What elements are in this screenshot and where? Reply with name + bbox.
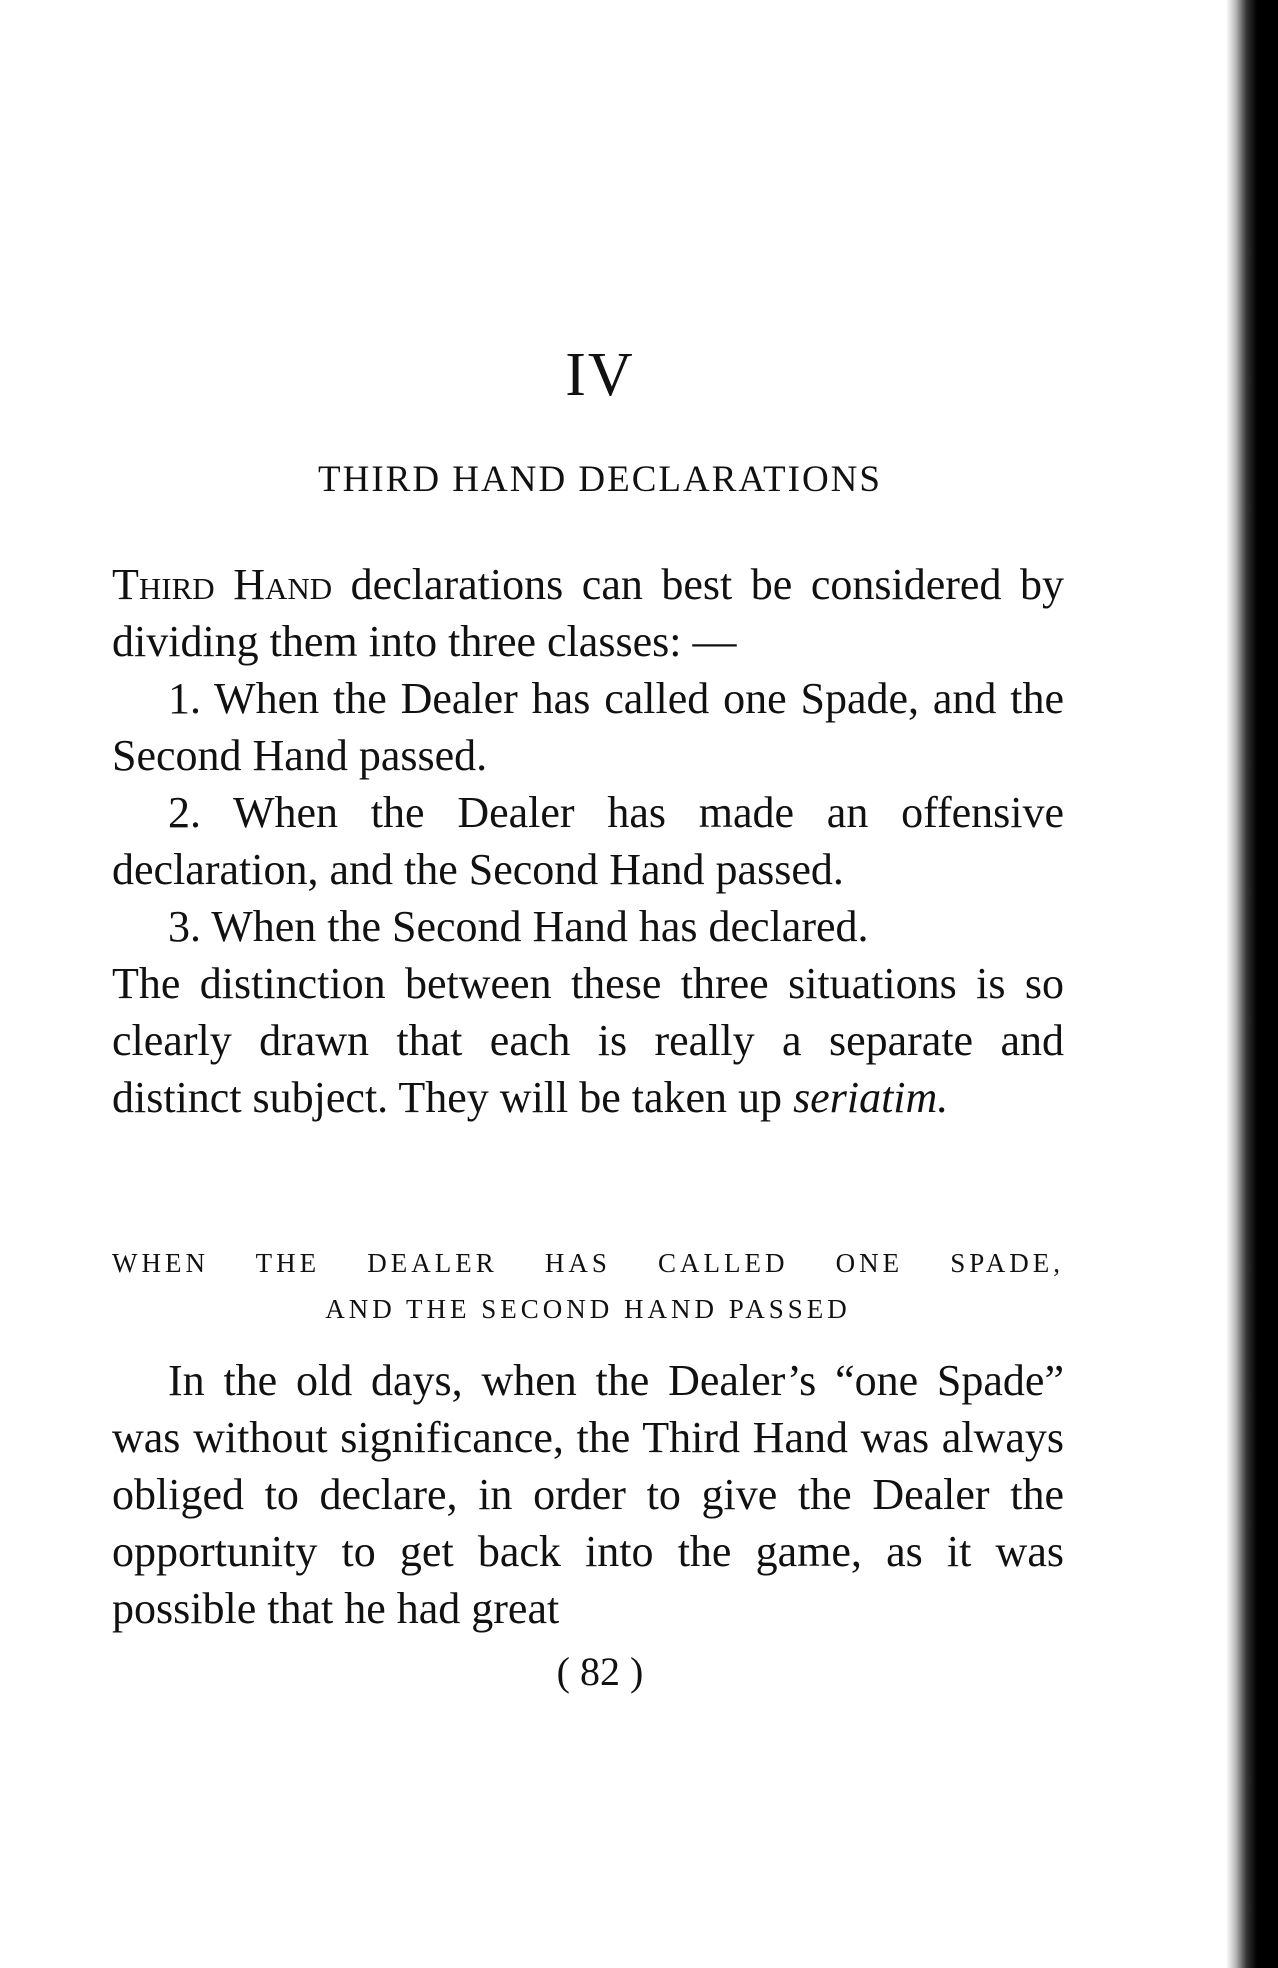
list-item-1: 1. When the Dealer has called one Spade, and the Second Hand passed. <box>112 674 1064 780</box>
page-number: ( 82 ) <box>556 1649 644 1694</box>
section-heading-line1: WHEN THE DEALER HAS CALLED ONE SPADE, <box>112 1248 1064 1278</box>
chapter-number: IV <box>565 341 635 409</box>
intro-section <box>112 556 1064 1126</box>
closing-paragraph <box>112 955 1064 1126</box>
section-body <box>112 1352 1064 1637</box>
book-spine-shadow <box>1226 0 1278 1968</box>
intro-lead-smallcaps: Third Hand <box>112 560 333 609</box>
list-item-2: 2. When the Dealer has made an offensive declaration, and the Second Hand passed. <box>112 788 1064 894</box>
section-heading <box>112 1240 1064 1332</box>
closing-italic: seriatim. <box>793 1073 949 1122</box>
intro-paragraph <box>112 556 1064 670</box>
list-item-3: 3. When the Second Hand has declared. <box>168 902 869 951</box>
closing-text: The distinction between these three situations is so clearly drawn that each is really a separate and distinct subject. They will be taken up <box>112 959 1064 1122</box>
section-paragraph: In the old days, when the Dealer’s “one Spade” was without significance, the Third Hand was always obliged to declare, in order to give the Dealer the opportunity to get back into the game, as it was possible that he had great <box>112 1356 1064 1633</box>
section-heading-line2: AND THE SECOND HAND PASSED <box>325 1294 851 1324</box>
intro-lead-text: declarations can best be considered by dividing them into three classes: — <box>112 560 1065 666</box>
chapter-title: THIRD HAND DECLARATIONS <box>318 459 882 500</box>
